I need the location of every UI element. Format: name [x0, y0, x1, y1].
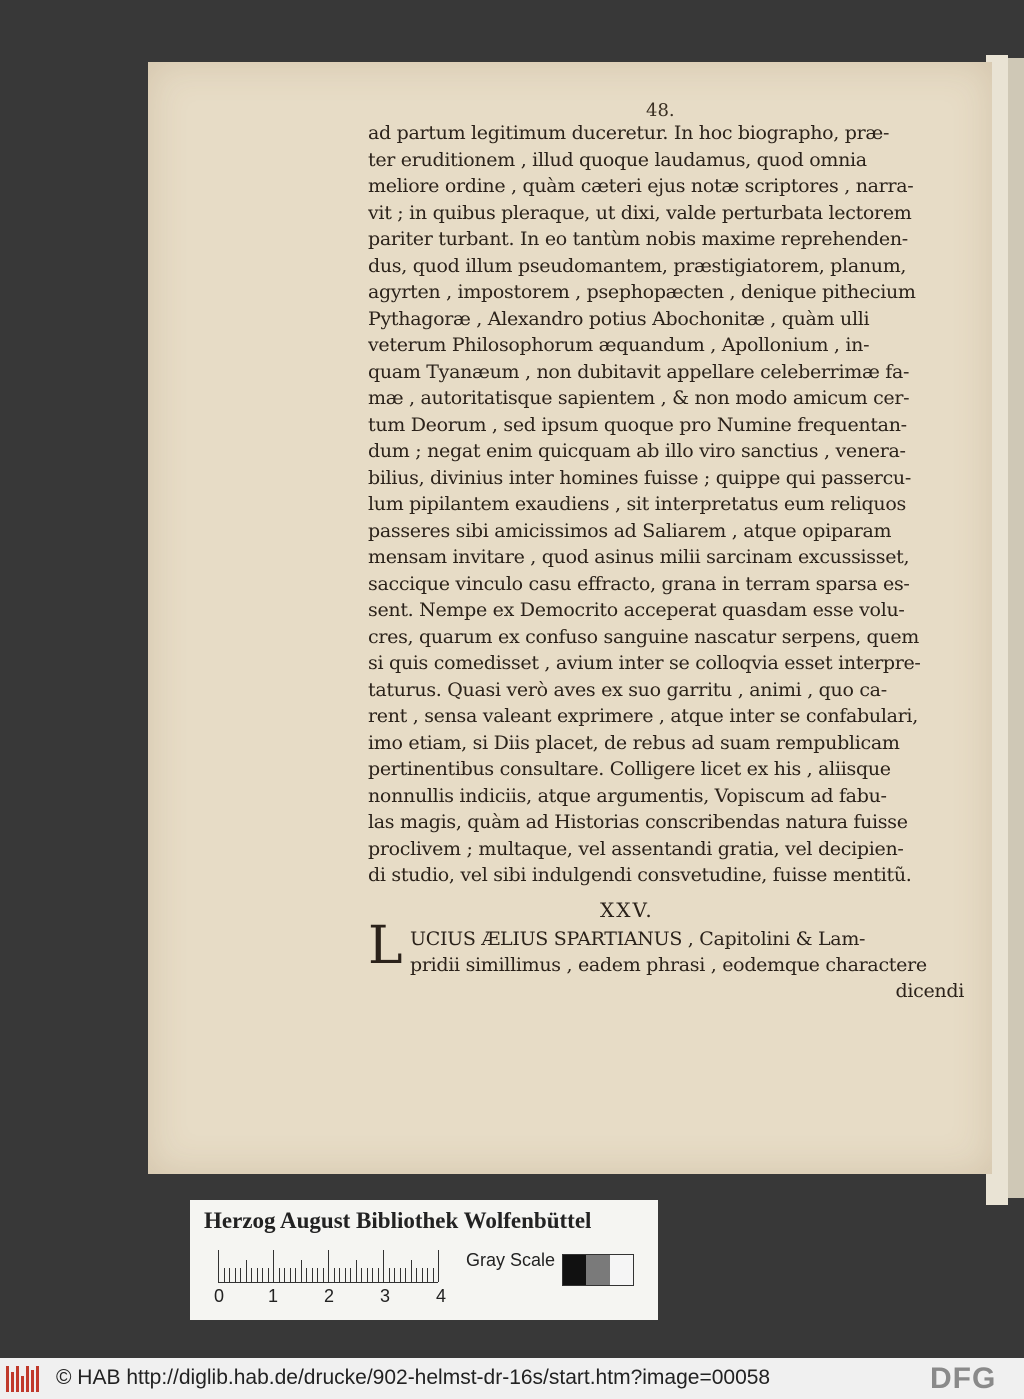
gray-swatch	[563, 1255, 586, 1285]
barcode-bar	[6, 1366, 9, 1392]
barcode-bar	[16, 1366, 19, 1392]
source-url[interactable]: © HAB http://diglib.hab.de/drucke/902-helmst-dr-16s/start.htm?image=00058	[56, 1366, 771, 1389]
ruler-tick	[323, 1268, 324, 1282]
ruler-tick	[328, 1250, 329, 1282]
ruler-tick	[367, 1268, 368, 1282]
section-text-line-1: UCIUS ÆLIUS SPARTIANUS , Capitolini & Lam-	[410, 928, 866, 950]
section-text-line-2: pridii simillimus , eadem phrasi , eodemque charactere	[410, 954, 927, 976]
ruler-tick	[268, 1268, 269, 1282]
text-line: las magis, quàm ad Historias conscribendas natura fuisse	[368, 811, 908, 833]
library-label-card	[190, 1200, 658, 1320]
ruler-tick	[224, 1268, 225, 1282]
ruler-number-1: 1	[268, 1286, 279, 1306]
text-line: taturus. Quasi verò aves ex suo garritu , animi , quo ca-	[368, 678, 887, 701]
gray-scale-swatches	[562, 1254, 634, 1286]
text-line: pariter turbant. In eo tantùm nobis maxime reprehenden-	[368, 228, 908, 250]
text-line: di studio, vel sibi indulgendi consvetudine, fuisse mentitũ.	[368, 864, 912, 886]
ruler-tick	[416, 1268, 417, 1282]
text-line: dum ; negat enim quicquam ab illo viro sanctius , venera-	[368, 440, 906, 462]
drop-initial: L	[368, 916, 403, 976]
text-line: ad partum legitimum duceretur. In hoc biographo, præ-	[368, 122, 890, 144]
text-line: sent. Nempe ex Democrito acceperat quasdam esse volu-	[368, 599, 905, 621]
text-line: cres, quarum ex confuso sanguine nascatur serpens, quem	[368, 625, 920, 648]
ruler-tick	[284, 1268, 285, 1282]
text-line: dus, quod illum pseudomantem, præstigiatorem, planum,	[368, 254, 907, 277]
ruler-tick	[350, 1268, 351, 1282]
text-line: tum Deorum , sed ipsum quoque pro Numine frequentan-	[368, 413, 907, 436]
ruler-tick	[229, 1268, 230, 1282]
text-line: mensam invitare , quod asinus milii sarcinam excussisset,	[368, 546, 910, 568]
ruler-tick	[339, 1268, 340, 1282]
gray-scale-label: Gray Scale	[466, 1250, 556, 1270]
text-line: proclivem ; multaque, vel assentandi gratia, vel decipien-	[368, 837, 904, 860]
gray-swatch	[586, 1255, 609, 1285]
dfg-logo: DFG	[930, 1362, 997, 1395]
catchword: dicendi	[895, 980, 964, 1002]
text-line: pertinentibus consultare. Colligere licet ex his , aliisque	[368, 758, 891, 780]
ruler-number-3: 3	[380, 1286, 391, 1306]
text-line: lum pipilantem exaudiens , sit interpretatus eum reliquos	[368, 493, 906, 515]
ruler-tick	[279, 1268, 280, 1282]
ruler-tick	[433, 1268, 434, 1282]
ruler-number-2: 2	[324, 1286, 335, 1306]
library-name: Herzog August Bibliothek Wolfenbüttel	[204, 1208, 592, 1233]
ruler-number-0: 0	[214, 1286, 225, 1306]
barcode-bar	[21, 1376, 24, 1392]
ruler-tick	[405, 1268, 406, 1282]
ruler-number-4: 4	[436, 1286, 447, 1306]
text-line: meliore ordine , quàm cæteri ejus notæ scriptores , narra-	[368, 175, 914, 197]
ruler-tick	[394, 1268, 395, 1282]
ruler-tick	[378, 1268, 379, 1282]
ruler-tick	[389, 1268, 390, 1282]
ruler-tick	[306, 1268, 307, 1282]
text-line: imo etiam, si Diis placet, de rebus ad suam rempublicam	[368, 731, 900, 754]
text-line: vit ; in quibus pleraque, ut dixi, valde perturbata lectorem	[368, 201, 912, 224]
ruler-tick	[246, 1260, 247, 1282]
text-line: bilius, divinius inter homines fuisse ; quippe qui passercu-	[368, 466, 911, 489]
ruler-tick	[411, 1260, 412, 1282]
catchword-line	[410, 978, 964, 1005]
ruler-tick	[356, 1260, 357, 1282]
ruler-tick	[317, 1268, 318, 1282]
text-line: nonnullis indiciis, atque argumentis, Vopiscum ad fabu-	[368, 784, 887, 807]
text-line: saccique vinculo casu effracto, grana in terram sparsa es-	[368, 572, 910, 595]
scale-ruler	[218, 1248, 438, 1283]
ruler-tick	[262, 1268, 263, 1282]
ruler-tick	[290, 1268, 291, 1282]
ruler-tick	[372, 1268, 373, 1282]
text-line: mæ , autoritatisque sapientem , & non modo amicum cer-	[368, 387, 910, 409]
barcode-bar	[31, 1370, 34, 1392]
text-line: rent , sensa valeant exprimere , atque inter se confabulari,	[368, 705, 918, 727]
text-line: passeres sibi amicissimos ad Saliarem , atque opiparam	[368, 519, 892, 542]
text-line: veterum Philosophorum æquandum , Apollonium , in-	[368, 334, 870, 356]
barcode-bar	[11, 1372, 14, 1392]
ruler-tick	[295, 1268, 296, 1282]
ruler-tick	[345, 1268, 346, 1282]
ruler-tick	[361, 1268, 362, 1282]
text-line: Pythagoræ , Alexandro potius Abochonitæ , quàm ulli	[368, 307, 870, 330]
text-line: si quis comedisset , avium inter se colloqvia esset interpre-	[368, 652, 921, 674]
footer-bar	[0, 1358, 1024, 1399]
text-line: agyrten , impostorem , psephopæcten , denique pithecium	[368, 281, 916, 303]
text-line: ter eruditionem , illud quoque laudamus, quod omnia	[368, 148, 867, 171]
ruler-tick	[427, 1268, 428, 1282]
ruler-tick	[301, 1260, 302, 1282]
body-text	[368, 120, 964, 889]
barcode-icon	[6, 1366, 46, 1392]
page-number: 48.	[646, 100, 675, 121]
ruler-tick	[438, 1250, 439, 1282]
ruler-tick	[383, 1250, 384, 1282]
ruler-tick	[422, 1268, 423, 1282]
ruler-tick	[235, 1268, 236, 1282]
text-line: quam Tyanæum , non dubitavit appellare celeberrimæ fa-	[368, 360, 910, 383]
gray-swatch	[610, 1255, 633, 1285]
barcode-bar	[26, 1366, 29, 1392]
barcode-bar	[36, 1366, 39, 1392]
ruler-tick	[251, 1268, 252, 1282]
next-page-shadow	[1008, 58, 1024, 1198]
ruler-tick	[400, 1268, 401, 1282]
section-heading: XXV.	[600, 898, 654, 922]
ruler-tick	[240, 1268, 241, 1282]
ruler-tick	[334, 1268, 335, 1282]
ruler-tick	[312, 1268, 313, 1282]
ruler-tick	[273, 1250, 274, 1282]
ruler-tick	[257, 1268, 258, 1282]
ruler-tick	[218, 1250, 219, 1282]
